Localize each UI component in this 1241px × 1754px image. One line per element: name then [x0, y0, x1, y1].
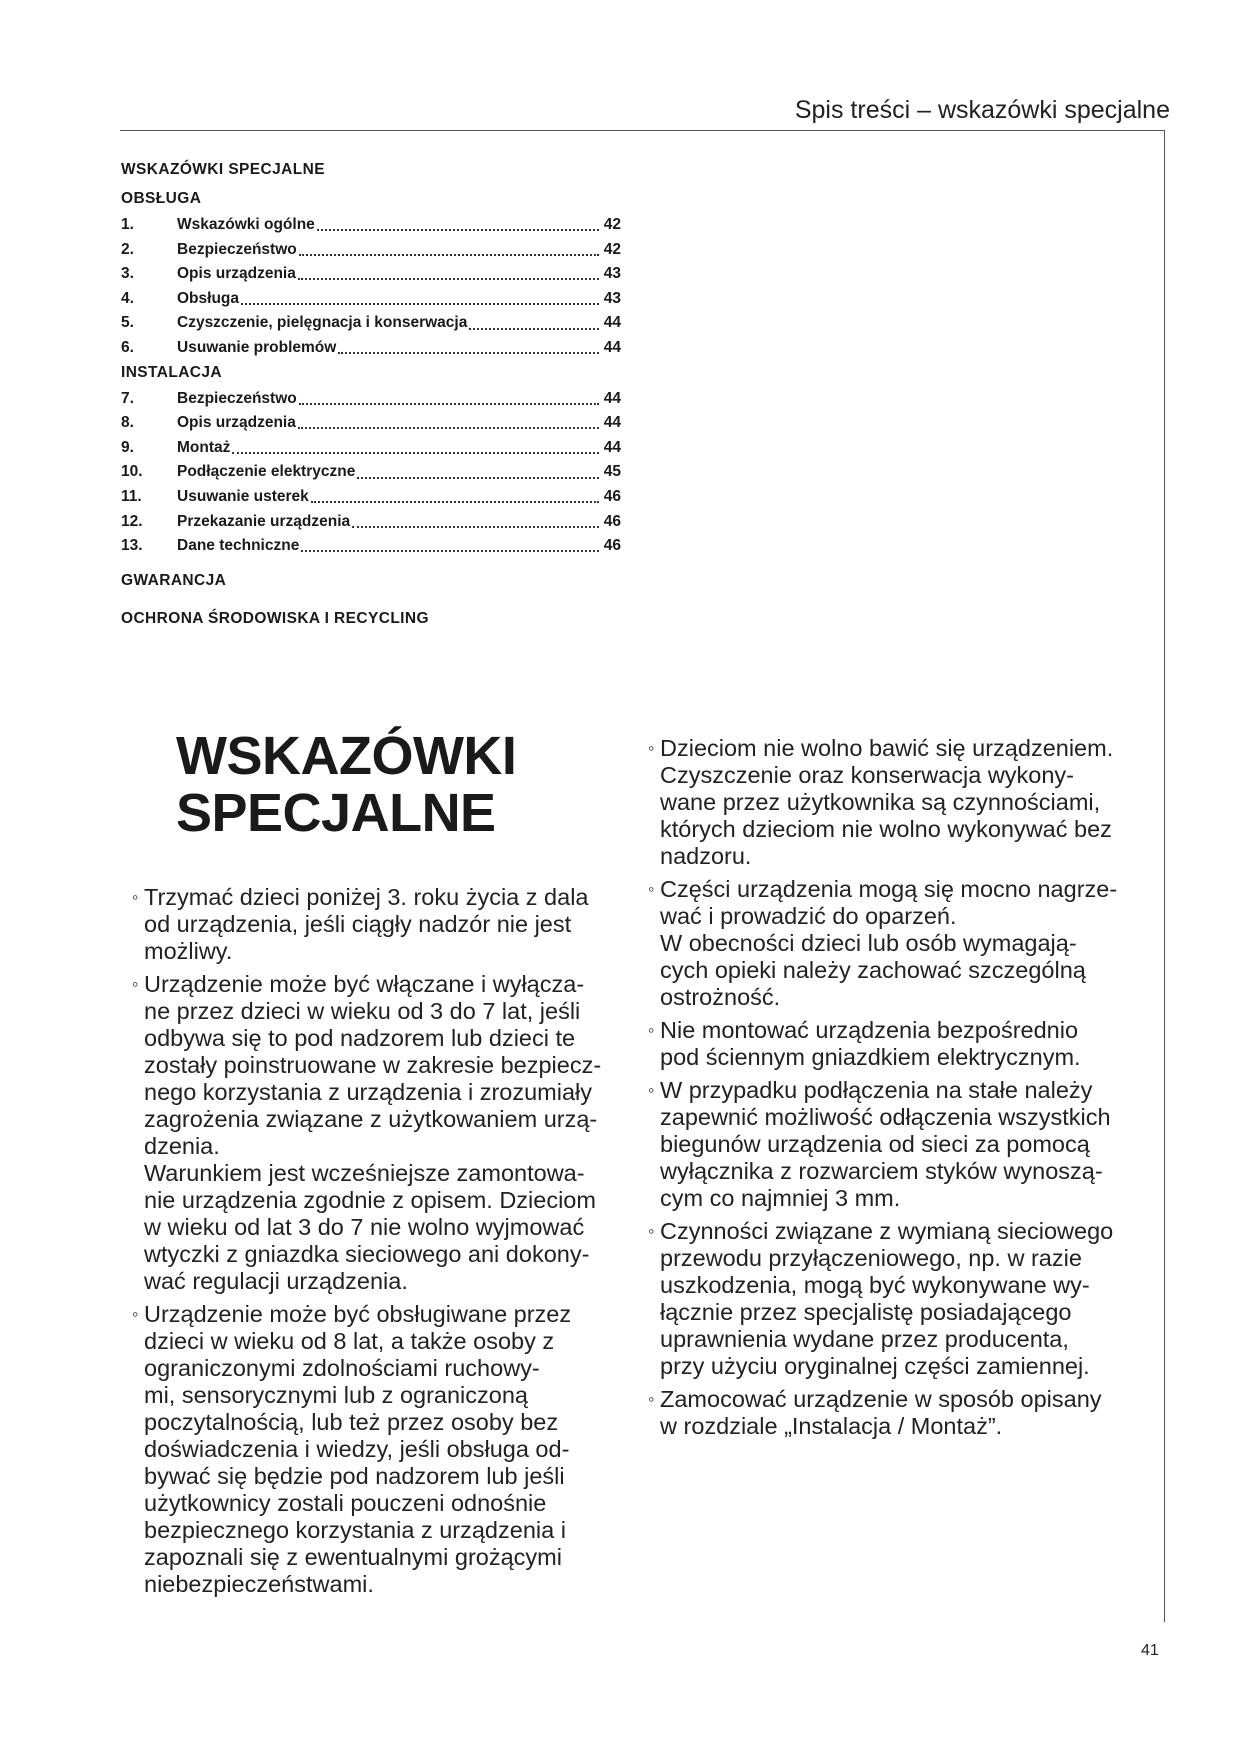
toc-entry-number: 1.: [121, 216, 134, 233]
toc-entry-title: Montaż: [177, 438, 231, 456]
toc-entry: [121, 534, 621, 559]
safety-paragraph: [648, 1218, 1176, 1380]
toc-entry: [121, 436, 621, 461]
toc-entry-number: 7.: [121, 389, 134, 407]
toc-leader-dots: [298, 427, 599, 429]
toc-entry-title: Podłączenie elektryczne: [177, 463, 356, 481]
bullet-circle-icon: ◦: [132, 887, 139, 907]
toc-list-instalacja: [121, 387, 621, 559]
paragraph-text: Nie montować urządzenia bezpośrednio pod ściennym gniazdkiem elektrycznym.: [660, 1017, 1081, 1070]
toc-entry-title: Opis urządzenia: [177, 414, 296, 432]
toc-entry-number: 5.: [121, 314, 134, 332]
toc-entry-page: 42: [603, 216, 621, 233]
safety-paragraph: [648, 1077, 1176, 1212]
toc-entry-number: 12.: [121, 512, 143, 530]
toc-entry-title: Czyszczenie, pielęgnacja i konserwacja: [177, 314, 468, 332]
paragraph-text: Urządzenie może być obsługiwane przez dzieci w wieku od 8 lat, a także osoby z ograniczonymi zdolnościami ruchowy- mi, sensorycznymi lub z ograniczoną poczytalnością, lub też przez osoby bez doświadczenia i wiedzy, jeśli obsługa od- bywać się będzie pod nadzorem lub jeśli użytkownicy zostali pouczeni odnośnie bezpiecznego korzystania z urządzenia i zapoznali się z ewentualnymi grożącymi niebezpieczeństwami.: [144, 1301, 572, 1597]
bullet-circle-icon: ◦: [648, 1389, 655, 1409]
toc-leader-dots: [298, 278, 599, 280]
toc-entry-title: Opis urządzenia: [177, 265, 296, 283]
toc-entry: [121, 262, 621, 287]
toc-entry: [121, 238, 621, 263]
toc-entry-page: 43: [603, 289, 621, 307]
toc-entry-number: 6.: [121, 338, 134, 356]
toc-entry-number: 9.: [121, 438, 134, 456]
toc-entry-page: 46: [603, 537, 621, 555]
left-column: [132, 884, 640, 1604]
right-column: [648, 735, 1176, 1446]
toc-entry: [121, 510, 621, 535]
paragraph-text: Części urządzenia mogą się mocno nagrze- wać i prowadzić do oparzeń. W obecności dzieci lub osób wymagają- cych opieki należy zachować szczególną ostrożność.: [660, 876, 1118, 1010]
bullet-circle-icon: ◦: [648, 1080, 655, 1100]
toc-entry-page: 44: [603, 314, 621, 332]
toc-entry-title: Usuwanie problemów: [177, 338, 337, 356]
toc-leader-dots: [299, 254, 599, 256]
section-title-line-1: WSKAZÓWKI: [176, 726, 517, 786]
toc-entry-page: 42: [603, 240, 621, 258]
paragraph-text: Urządzenie może być włączane i wyłącza- ne przez dzieci w wieku od 3 do 7 lat, jeśli odbywa się to pod nadzorem lub dzieci te zostały poinstruowane w zakresie bezpiecz- nego korzystania z urządzenia i zrozumiały zagrożenia związane z użytkowaniem urzą- dzenia. Warunkiem jest wcześniejsze zamontowa- nie urządzenia zgodnie z opisem. Dzieciom w wieku od lat 3 do 7 nie wolno wyjmować wtyczki z gniazdka sieciowego ani dokony- wać regulacji urządzenia.: [144, 971, 602, 1294]
toc-section-obsluga: OBSŁUGA: [121, 190, 202, 207]
section-title: [176, 728, 516, 842]
paragraph-text: Czynności związane z wymianą sieciowego przewodu przyłączeniowego, np. w razie uszkodzenia, mogą być wykonywane wy- łącznie przez specjalistę posiadającego uprawnienia wydane przez producenta, przy użyciu oryginalnej części zamiennej.: [660, 1218, 1114, 1379]
bullet-circle-icon: ◦: [648, 1221, 655, 1241]
toc-entry-page: 44: [603, 338, 621, 356]
toc-entry: [121, 213, 621, 238]
toc-entry: [121, 287, 621, 312]
toc-entry-number: 13.: [121, 537, 143, 555]
toc-entry-title: Obsługa: [177, 289, 240, 307]
toc-entry: [121, 485, 621, 510]
toc-entry-number: 2.: [121, 240, 134, 258]
toc-entry: [121, 411, 621, 436]
safety-paragraph: [648, 1386, 1176, 1440]
bullet-circle-icon: ◦: [648, 738, 655, 758]
paragraph-text: Dzieciom nie wolno bawić się urządzeniem. Czyszczenie oraz konserwacja wykony- wane przez użytkownika są czynnościami, których dzieciom nie wolno wykonywać bez nadzoru.: [660, 735, 1114, 869]
safety-paragraph: [132, 971, 640, 1295]
toc-leader-dots: [299, 403, 599, 405]
paragraph-text: W przypadku podłączenia na stałe należy zapewnić możliwość odłączenia wszystkich biegunów urządzenia od sieci za pomocą wyłącznika z rozwarciem styków wynoszą- cym co najmniej 3 mm.: [660, 1077, 1111, 1211]
toc-leader-dots: [469, 328, 599, 330]
safety-paragraph: [648, 876, 1176, 1011]
toc-section-instalacja: INSTALACJA: [121, 363, 223, 381]
toc-entry-page: 43: [603, 265, 621, 283]
bullet-circle-icon: ◦: [648, 1020, 655, 1040]
toc-section-ochrona: OCHRONA ŚRODOWISKA I RECYCLING: [121, 609, 429, 627]
toc-entry: [121, 387, 621, 412]
toc-section-gwarancja: GWARANCJA: [121, 571, 227, 589]
toc-entry-number: 4.: [121, 289, 134, 307]
bullet-circle-icon: ◦: [132, 974, 139, 994]
toc-entry-title: Usuwanie usterek: [177, 487, 309, 505]
toc-leader-dots: [317, 229, 599, 231]
paragraph-text: Zamocować urządzenie w sposób opisany w rozdziale „Instalacja / Montaż”.: [660, 1386, 1102, 1439]
toc-entry-title: Wskazówki ogólne: [177, 216, 315, 233]
safety-paragraph: [132, 884, 640, 965]
toc-entry: [121, 460, 621, 485]
toc-entry-number: 10.: [121, 463, 143, 481]
toc-entry-number: 11.: [121, 487, 142, 505]
page-header-title: Spis treści – wskazówki specjalne: [794, 96, 1170, 124]
toc-entry-page: 44: [603, 414, 621, 432]
toc-leader-dots: [241, 303, 599, 305]
toc-entry-title: Bezpieczeństwo: [177, 389, 297, 407]
bullet-circle-icon: ◦: [132, 1304, 139, 1324]
paragraph-text: Trzymać dzieci poniżej 3. roku życia z dala od urządzenia, jeśli ciągły nadzór nie jest możliwy.: [144, 884, 589, 964]
toc-entry: [121, 336, 621, 361]
toc-heading: WSKAZÓWKI SPECJALNE: [121, 161, 325, 178]
toc-entry-page: 44: [603, 389, 621, 407]
toc-entry-page: 45: [603, 463, 621, 481]
toc-entry-title: Bezpieczeństwo: [177, 240, 297, 258]
page-number: 41: [1141, 1642, 1159, 1659]
toc-entry-page: 46: [603, 512, 621, 530]
header-rule: [120, 130, 1164, 131]
toc-entry-title: Przekazanie urządzenia: [177, 512, 351, 530]
safety-paragraph: [648, 735, 1176, 870]
safety-paragraph: [648, 1017, 1176, 1071]
toc-leader-dots: [301, 550, 599, 552]
toc-entry-page: 44: [603, 438, 621, 456]
toc-leader-dots: [311, 501, 599, 503]
toc-leader-dots: [338, 352, 599, 354]
toc-entry: [121, 311, 621, 336]
safety-paragraph: [132, 1301, 640, 1598]
bullet-circle-icon: ◦: [648, 879, 655, 899]
toc-entry-title: Dane techniczne: [177, 537, 300, 555]
toc-list-obsluga: [121, 213, 621, 361]
toc-leader-dots: [352, 526, 599, 528]
table-of-contents: [121, 160, 621, 629]
toc-entry-number: 3.: [121, 265, 134, 283]
section-title-line-2: SPECJALNE: [176, 783, 496, 843]
toc-entry-page: 46: [603, 487, 621, 505]
toc-leader-dots: [232, 452, 599, 454]
toc-leader-dots: [357, 477, 599, 479]
toc-entry-number: 8.: [121, 414, 134, 432]
